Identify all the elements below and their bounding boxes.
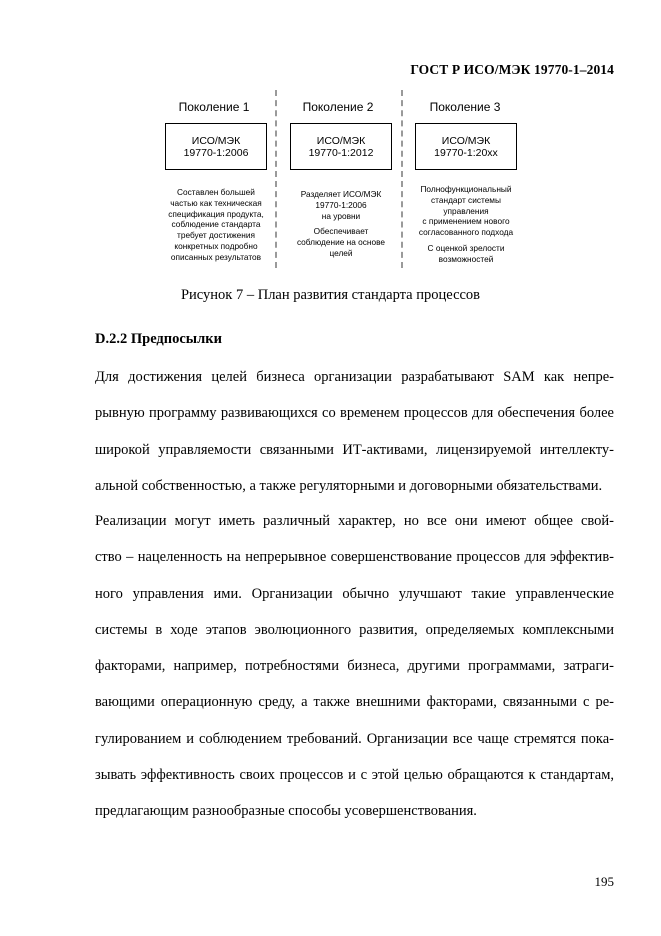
paragraph-line: ного управления ими. Организации обычно улучшают такие управленческие: [95, 585, 614, 602]
paragraph-line: Реализации могут иметь различный характер, но все они имеют общее свой-: [95, 513, 614, 529]
paragraph-line: альной собственностью, а также регуляторными и договорными обязательствами.: [95, 477, 603, 494]
desc-line: с применением нового: [422, 216, 510, 227]
paragraph-line: системы в ходе этапов эволюционного развития, определяемых комплексными: [95, 621, 614, 638]
desc-line: возможностей: [438, 253, 494, 264]
generation-3-box-line-2: 19770-1:20xx: [434, 146, 498, 159]
page-number: 195: [594, 874, 614, 889]
generation-2-desc-block-1: [282, 189, 400, 221]
paragraph-line: факторами, например, потребностями бизнеса, другими программами, затраги-: [95, 658, 614, 675]
generation-3-title: Поколение 3: [429, 100, 501, 114]
desc-line: требует достижения: [177, 230, 255, 241]
desc-line: стандарт системы: [431, 194, 501, 205]
desc-line: Полнофункциональный: [420, 184, 512, 194]
generation-1-box: [165, 123, 267, 170]
generation-3-desc-block-1: [407, 184, 525, 238]
generation-1-title: Поколение 1: [178, 100, 250, 114]
generation-2-box: [290, 123, 392, 170]
generation-divider-2: [401, 90, 403, 268]
desc-line: целей: [329, 247, 353, 258]
generation-1-desc-block-1: [157, 187, 275, 263]
section-heading: D.2.2 Предпосылки: [95, 331, 222, 347]
desc-line: Обеспечивает: [313, 226, 369, 237]
desc-line: Разделяет ИСО/МЭК: [300, 189, 382, 199]
generation-1-box-line-2: 19770-1:2006: [183, 146, 249, 159]
generation-1-box-line-1: ИСО/МЭК: [191, 134, 241, 147]
desc-line: конкретных подробно: [174, 240, 258, 251]
generation-3-desc-block-2: [407, 243, 525, 265]
desc-line: частью как техническая: [170, 197, 262, 208]
desc-line: на уровни: [321, 210, 361, 221]
generation-2-desc-block-2: [282, 226, 400, 258]
desc-line: спецификация продукта,: [168, 208, 264, 219]
desc-line: описанных результатов: [170, 251, 262, 262]
generation-divider-1: [275, 90, 277, 268]
desc-line: согласованного подхода: [418, 227, 514, 238]
paragraph-2: [95, 503, 614, 830]
desc-line: соблюдение стандарта: [171, 219, 261, 230]
generation-2-title: Поколение 2: [302, 100, 374, 114]
generation-2-description: [282, 189, 400, 259]
desc-line: управления: [443, 205, 489, 216]
desc-line: 19770-1:2006: [315, 199, 367, 210]
figure-caption: Рисунок 7 – План развития стандарта процессов: [180, 287, 481, 303]
generation-1-description: [157, 187, 275, 263]
paragraph-line: широкой управляемости связанными ИТ-активами, лицензируемой интеллекту-: [95, 441, 614, 458]
generations-figure: [0, 0, 661, 290]
desc-line: Составлен большей: [177, 187, 255, 197]
paragraph-1: [95, 359, 614, 504]
paragraph-line: рывную программу развивающихся со временем процессов для обеспечения более: [95, 405, 614, 422]
paragraph-line: вающими операционную среду, а также внешними факторами, связанными с ре-: [95, 694, 614, 711]
paragraph-line: предлагающим разнообразные способы усовершенствования.: [95, 803, 477, 820]
generation-3-description: [407, 184, 525, 265]
desc-line: соблюдение на основе: [296, 237, 386, 248]
paragraph-line: гулированием и соблюдением требований. Организации все чаще стремятся пока-: [95, 730, 614, 747]
paragraph-line: ство – нацеленность на непрерывное совершенствование процессов для эффектив-: [95, 549, 614, 566]
generation-2-box-line-1: ИСО/МЭК: [316, 134, 366, 147]
generation-2-box-line-2: 19770-1:2012: [308, 146, 374, 159]
generation-3-box: [415, 123, 517, 170]
paragraph-line: зывать эффективность своих процессов и с этой целью обращаются к стандартам,: [95, 767, 614, 784]
desc-line: С оценкой зрелости: [427, 242, 505, 253]
document-header: ГОСТ Р ИСО/МЭК 19770-1–2014: [410, 62, 614, 77]
paragraph-line: Для достижения целей бизнеса организации разрабатывают SAM как непре-: [95, 369, 614, 385]
generation-3-box-line-1: ИСО/МЭК: [441, 134, 491, 147]
